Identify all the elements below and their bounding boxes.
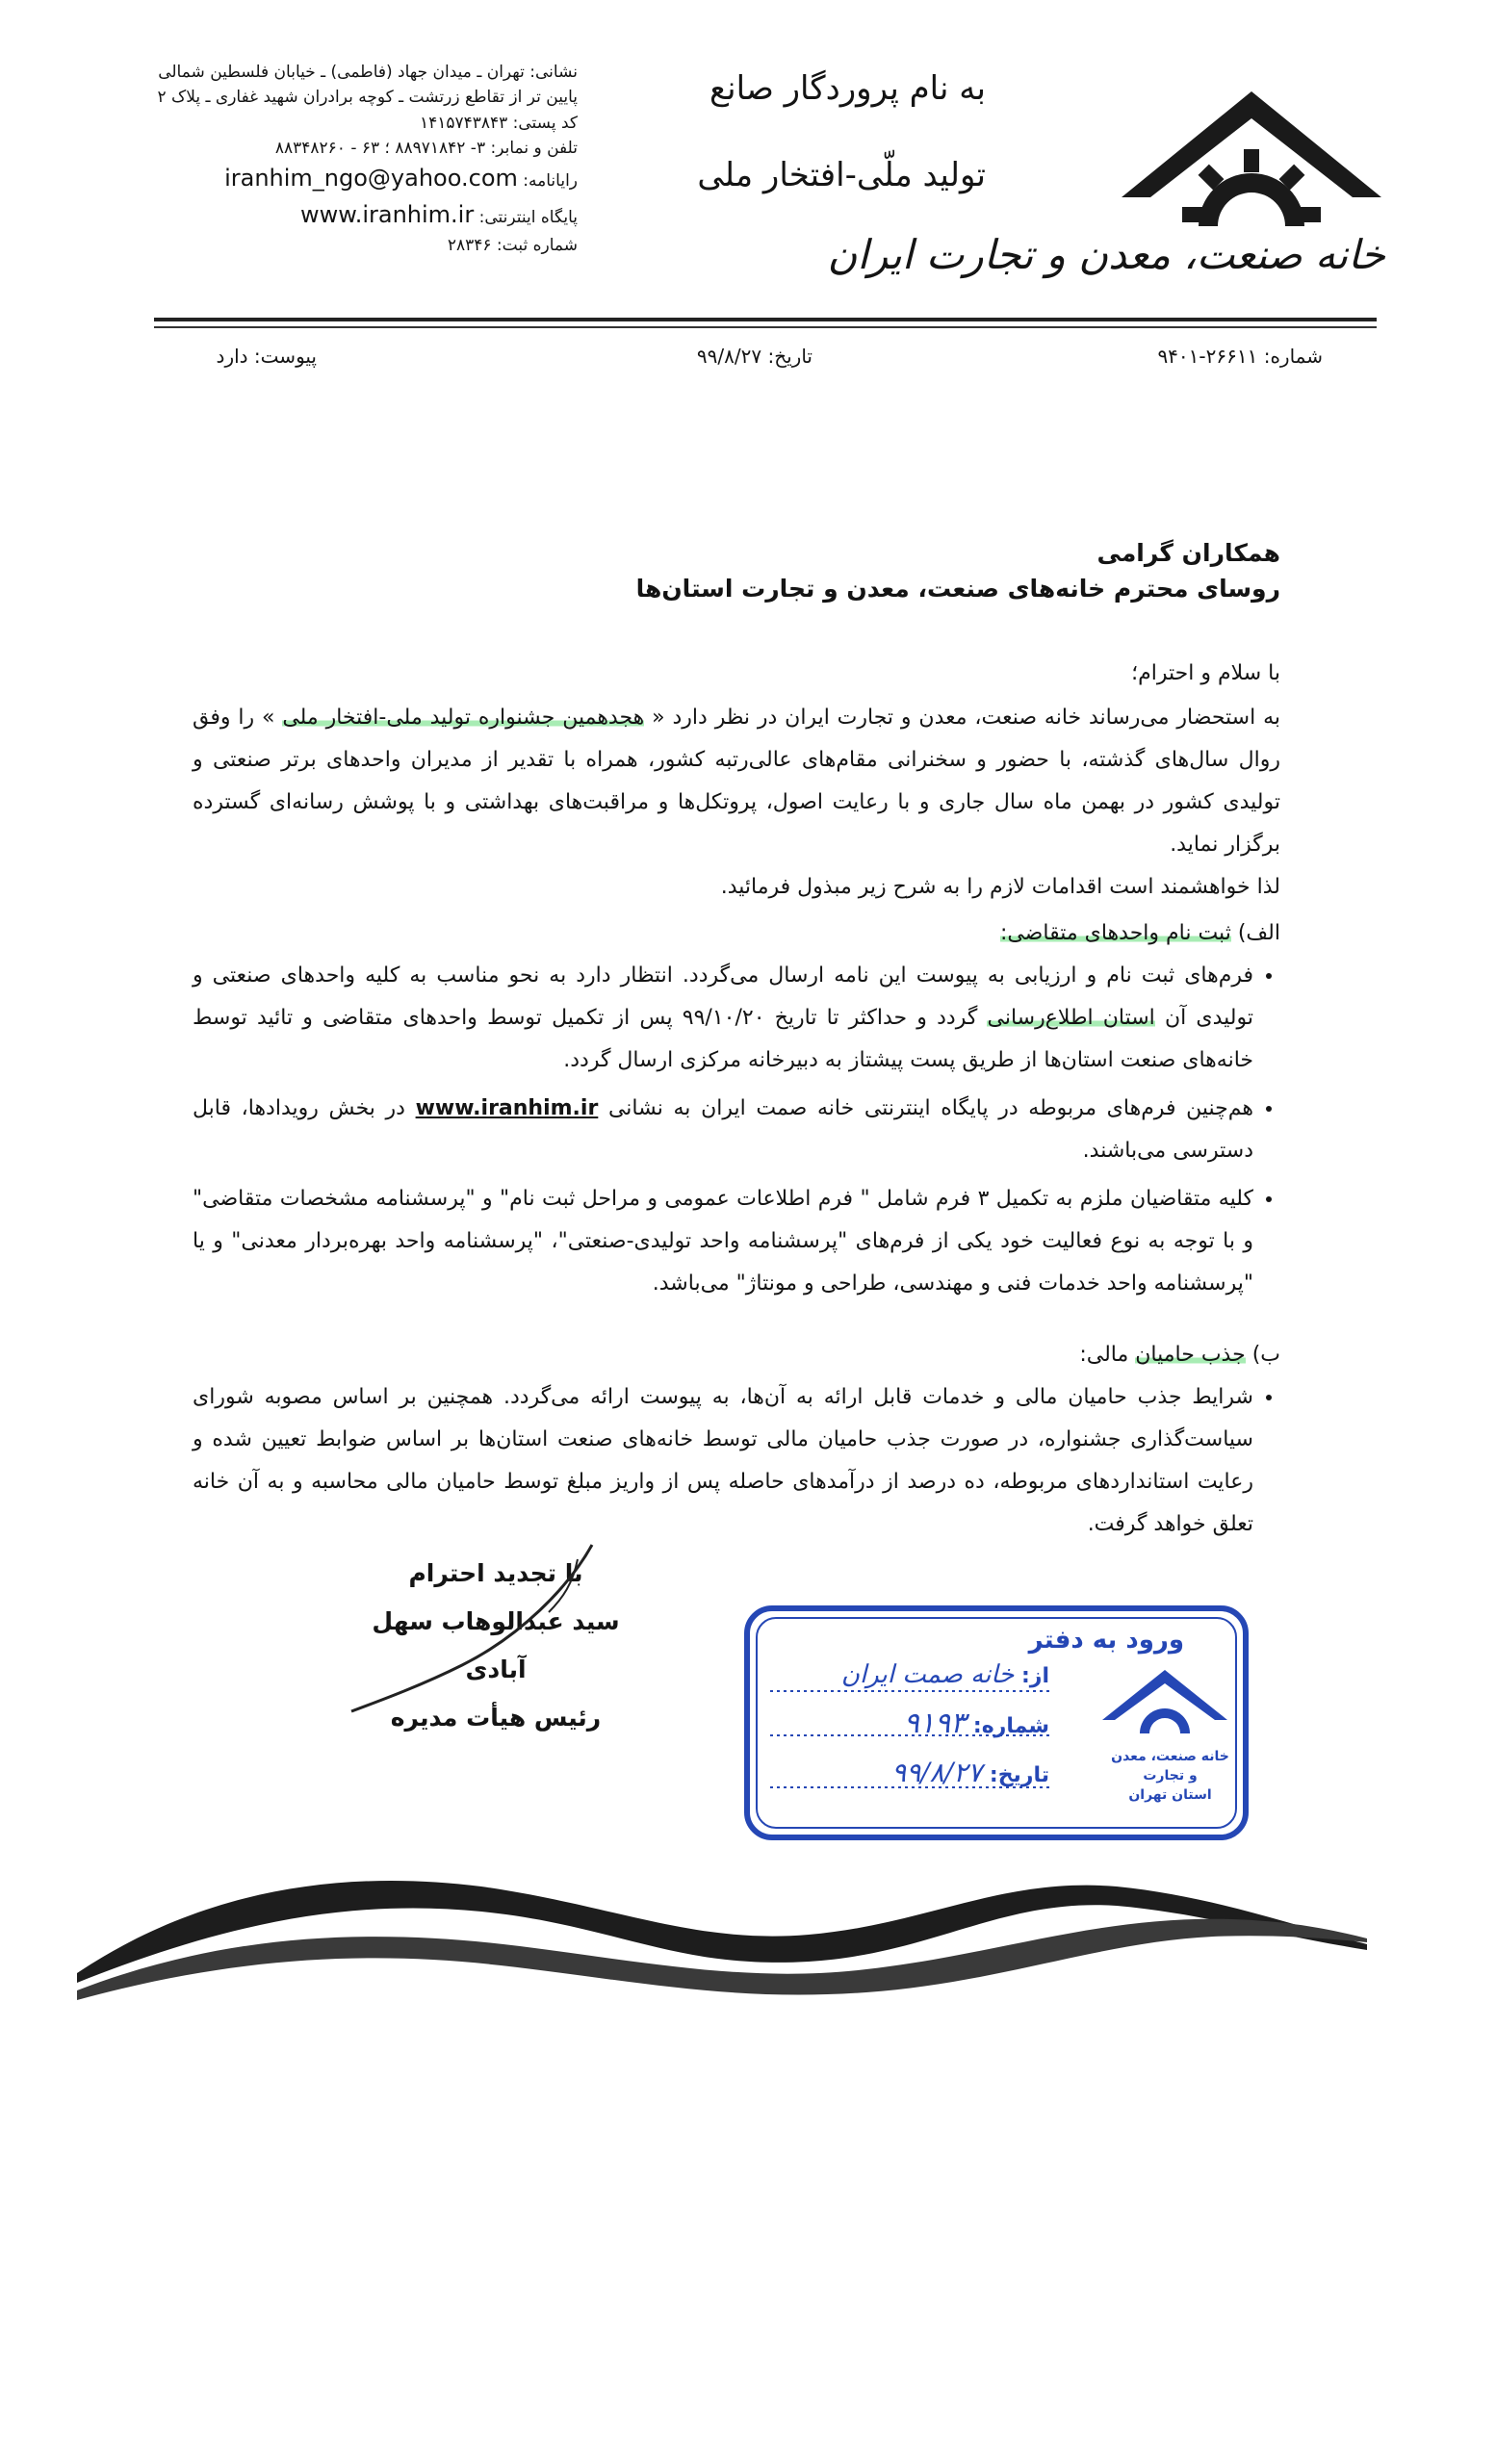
section-a-list [193, 955, 1280, 1305]
contact-block [144, 60, 578, 258]
phone-fax: تلفن و نمابر: ۳- ۸۸۹۷۱۸۴۲ ؛ ۶۳ - ۸۸۳۴۸۲۶۰ [274, 139, 578, 159]
web-row: پایگاه اینترنتی: www.iranhim.ir [300, 200, 578, 228]
closing: با تجدید احترام [408, 1559, 583, 1587]
address-line2: پایین تر از تقاطع زرتشت ـ کوچه برادران شهید غفاری ـ پلاک ۲ [157, 88, 578, 108]
email-link[interactable]: iranhim_ngo@yahoo.com [224, 165, 518, 192]
header-divider [154, 318, 1377, 321]
letter-date: تاریخ: ۹۹/۸/۲۷ [696, 345, 812, 368]
logo-caption: خانه صنعت، معدن و تجارت ایران [827, 231, 1385, 278]
list-item: • شرایط جذب حامیان مالی و خدمات قابل ارائه به آن‌ها، به پیوست ارائه می‌گردد. همچنین بر اساس مصوبه شورای سیاست‌گذاری جشنواره، در صورت جذب حامیان مالی توسط خانه‌های صنعت استان‌ها بر اساس ضوابط تعیین شده و رعایت استانداردهای مربوطه، ده درصد از درآمدهای حاصله پس از واریز مبلغ توسط حامیان مالی محاسبه و به آن خانه تعلق خواهد گرفت. [193, 1376, 1253, 1546]
stamp-from: از: خانه صمت ایران [840, 1660, 1049, 1689]
decorative-swoosh-icon [77, 1858, 1367, 2012]
greeting: همکاران گرامی [1096, 539, 1280, 567]
slogan: تولید ملّی-افتخار ملی [697, 156, 986, 194]
registration-number: شماره ثبت: ۲۸۳۴۶ [447, 235, 578, 255]
stamp-heading: ورود به دفتر [1028, 1626, 1184, 1655]
signer-name: سید عبدالوهاب سهل آبادی [372, 1607, 620, 1683]
letter-attachment: پیوست: دارد [216, 345, 317, 368]
basmala: به نام پروردگار صانع [709, 69, 986, 108]
website-link[interactable]: www.iranhim.ir [300, 200, 475, 228]
intro-paragraph: به استحضار می‌رساند خانه صنعت، معدن و تجارت ایران در نظر دارد « هجدهمین جشنواره تولید ملی-افتخار ملی » را وفق روال سال‌های گذشته، با حضور و سخنرانی مقام‌های عالی‌رتبه کشور، همراه با تقدیر از مدیران واحدهای برتر صنعتی و تولیدی کشور در بهمن ماه سال جاری و با رعایت اصول، پروتکل‌ها و مراقبت‌های بهداشتی و با پوشش رسانه‌ای گسترده برگزار نماید. [193, 706, 1280, 857]
salutation: با سلام و احترام؛ [1131, 661, 1280, 685]
letter-number: شماره: ۲۶۶۱۱-۹۴۰۱ [1157, 345, 1323, 368]
website-link[interactable]: www.iranhim.ir [415, 1096, 599, 1120]
section-b-title: ب) جذب حامیان مالی: [1079, 1343, 1280, 1367]
section-a-title: الف) ثبت نام واحدهای متقاضی: [999, 921, 1280, 945]
list-item: • کلیه متقاضیان ملزم به تکمیل ۳ فرم شامل " فرم اطلاعات عمومی و مراحل ثبت نام" و "پرسشنامه مشخصات متقاضی" و با توجه به نوع فعالیت خود یکی از فرم‌های "پرسشنامه واحد تولیدی-صنعتی"، "پرسشنامه واحد بهره‌بردار معدنی" و یا "پرسشنامه واحد خدمات فنی و مهندسی، طراحی و مونتاژ" می‌باشد. [193, 1178, 1253, 1305]
stamp-org: خانه صنعت، معدن و تجارت استان تهران [1111, 1749, 1229, 1803]
list-item: • هم‌چنین فرم‌های مربوطه در پایگاه اینترنتی خانه صمت ایران به نشانی www.iranhim.ir در بخش رویدادها، قابل دسترسی می‌باشند. [193, 1088, 1253, 1172]
address-line1: نشانی: تهران ـ میدان جهاد (فاطمی) ـ خیابان فلسطین شمالی [158, 63, 578, 82]
signer-title: رئیس هیأت مدیره [390, 1704, 602, 1732]
request-line: لذا خواهشمند است اقدامات لازم را به شرح زیر مبذول فرمائید. [720, 875, 1280, 899]
stamp-logo-icon [1102, 1670, 1227, 1733]
postal-code: کد پستی: ۱۴۱۵۷۴۳۸۴۳ [419, 113, 578, 133]
stamp-date: تاریخ: ۹۹/۸/۲۷ [891, 1757, 1049, 1788]
stamp-number: شماره: ۹۱۹۳ [903, 1707, 1049, 1740]
recipients: روسای محترم خانه‌های صنعت، معدن و تجارت استان‌ها [635, 575, 1280, 603]
letter-body [193, 539, 1280, 1552]
list-item: • فرم‌های ثبت نام و ارزیابی به پیوست این نامه ارسال می‌گردد. انتظار دارد به نحو مناسب به کلیه واحدهای صنعتی و تولیدی آن استان اطلاع‌رسانی گردد و حداکثر تا تاریخ ۹۹/۱۰/۲۰ پس از تکمیل توسط واحدهای متقاضی و تائید توسط خانه‌های صنعت استان‌ها از طریق پست پیشتاز به دبیرخانه مرکزی ارسال گردد. [193, 955, 1253, 1082]
header-divider-thin [154, 326, 1377, 328]
section-b-list [193, 1376, 1280, 1546]
signature-stroke-icon [347, 1540, 616, 1713]
received-stamp [741, 1603, 1251, 1843]
festival-name-highlight: هجدهمین جشنواره تولید ملی-افتخار ملی [282, 706, 645, 730]
email-row: رایانامه: iranhim_ngo@yahoo.com [224, 165, 578, 192]
